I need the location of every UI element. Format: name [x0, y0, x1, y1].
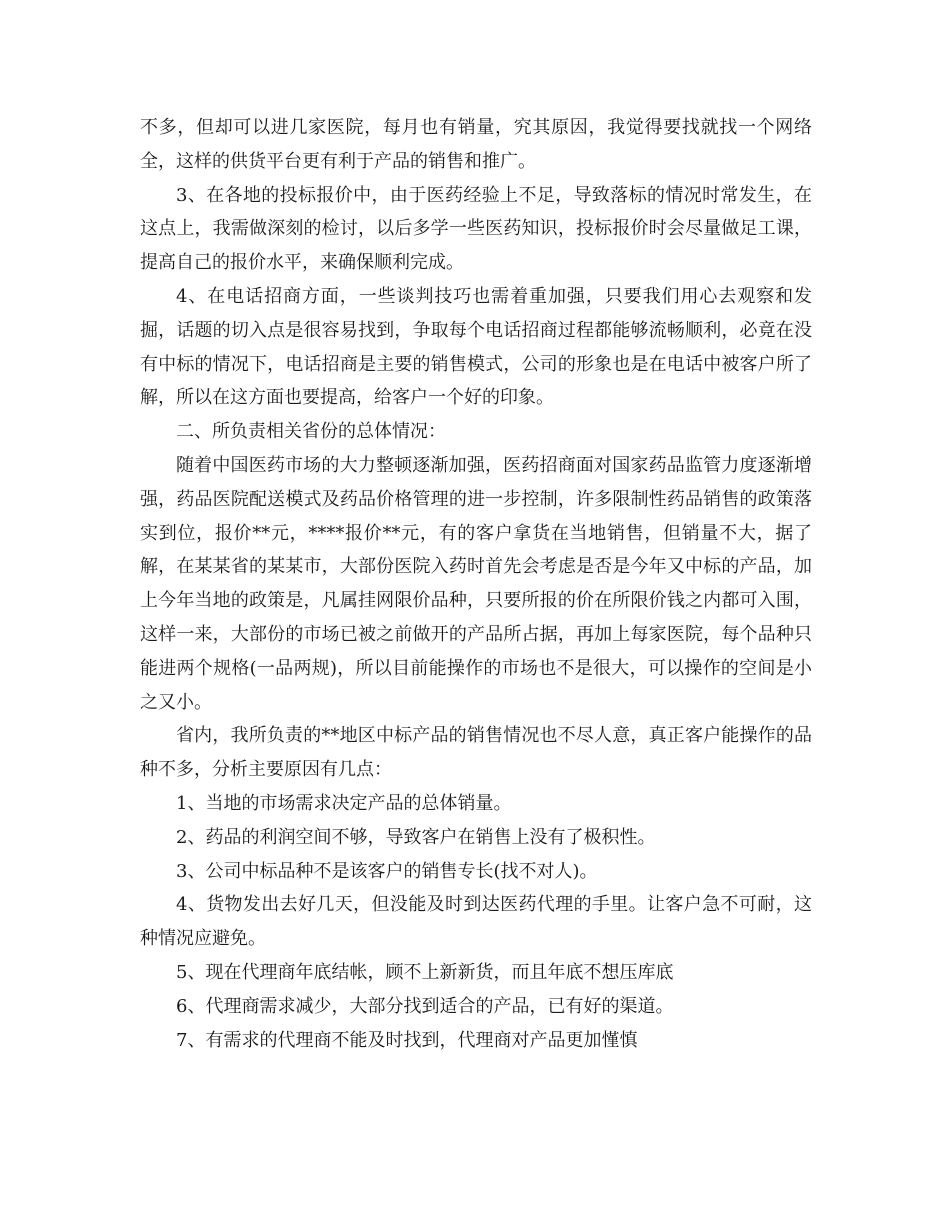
document-page	[140, 111, 812, 1057]
paragraph-province-sales: 省内，我所负责的**地区中标产品的销售情况也不尽人意，真正客户能操作的品种不多，分析主要原因有几点：	[140, 725, 812, 781]
list-item-reason-3: 3、公司中标品种不是该客户的销售专长(找不对人)。	[176, 860, 598, 882]
list-item-reason-1: 1、当地的市场需求决定产品的总体销量。	[176, 792, 512, 814]
list-item-reason-4: 4、货物发出去好几天，但没能及时到达医药代理的手里。让客户急不可耐，这种情况应避免。	[140, 894, 812, 950]
list-item-reason-7: 7、有需求的代理商不能及时找到，代理商对产品更加慬慎	[176, 1029, 638, 1051]
paragraph-point-4-phone-sales: 4、在电话招商方面，一些谈判技巧也需着重加强，只要我们用心去观察和发掘，话题的切入点是很容易找到，争取每个电话招商过程都能够流畅顺利，必竟在没有中标的情况下，电话招商是主要的销售模式，公司的形象也是在电话中被客户所了解，所以在这方面也要提高，给客户一个好的印象。	[140, 285, 812, 409]
list-item-reason-2: 2、药品的利润空间不够，导致客户在销售上没有了极积性。	[176, 826, 656, 848]
list-item-reason-5: 5、现在代理商年底结帐，顾不上新新货，而且年底不想压库底	[176, 961, 674, 983]
section-heading-province-overview: 二、所负责相关省份的总体情况：	[176, 421, 446, 443]
paragraph-market-overview: 随着中国医药市场的大力整顿逐渐加强，医药招商面对国家药品监管力度逐渐增强，药品医院配送模式及药品价格管理的进一步控制，许多限制性药品销售的政策落实到位，报价**元，****报价**元，有的客户拿货在当地销售，但销量不大，据了解，在某某省的某某市，大部份医院入药时首先会考虑是否是今年又中标的产品，加上今年当地的政策是，凡属挂网限价品种，只要所报的价在所限价钱之内都可入围，这样一来，大部份的市场已被之前做开的产品所占据，再加上每家医院，每个品种只能进两个规格(一品两规)，所以目前能操作的市场也不是很大，可以操作的空间是小之又小。	[140, 454, 812, 713]
list-item-reason-6: 6、代理商需求减少，大部分找到适合的产品，已有好的渠道。	[176, 995, 674, 1017]
paragraph-continuation: 不多，但却可以进几家医院，每月也有销量，究其原因，我觉得要找就找一个网络全，这样的供货平台更有利于产品的销售和推广。	[140, 117, 812, 172]
paragraph-point-3-bidding: 3、在各地的投标报价中，由于医药经验上不足，导致落标的情况时常发生，在这点上，我需做深刻的检讨，以后多学一些医药知识，投标报价时会尽量做足工课，提高自己的报价水平，来确保顺利完成。	[140, 184, 812, 274]
